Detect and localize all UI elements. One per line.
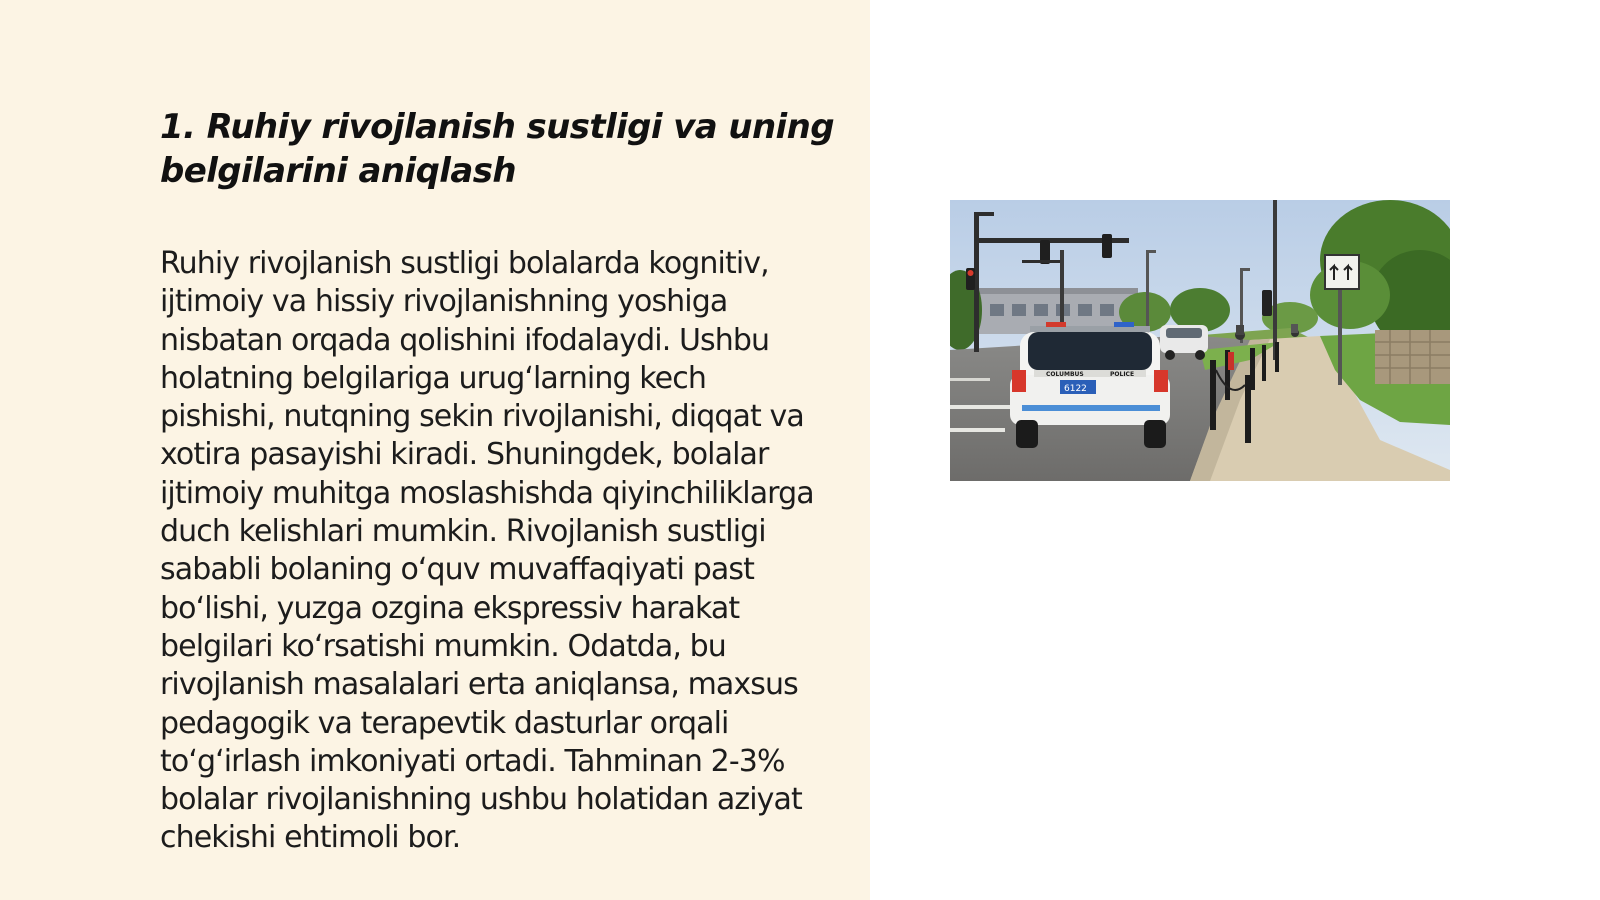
car-label-left: COLUMBUS <box>1046 371 1084 378</box>
slide-title: 1. Ruhiy rivojlanish sustligi va uning belgilarini aniqlash <box>160 107 834 191</box>
license-plate: 6122 <box>1064 384 1087 394</box>
car-label-right: POLICE <box>1110 371 1135 378</box>
slide-body-text: Ruhiy rivojlanish sustligi bolalarda kognitiv, ijtimoiy va hissiy rivojlanishning yoshiga nisbatan orqada qolishini ifodalaydi. Ushbu holatning belgilariga urug‘larning kech pishishi, nutqning sekin rivojlanishi, diqqat va xotira pasayishi kiradi. Shuningdek, bolalar ijtimoiy muhitga moslashishda qiyinchiliklarga duch kelishlari mumkin. Rivojlanish sustligi sababli bolaning o‘quv muvaffaqiyati past bo‘lishi, yuzga ozgina ekspressiv harakat belgilari ko‘rsatishi mumkin. Odatda, bu rivojlanish masalalari erta aniqlansa, maxsus pedagogik va terapevtik dasturlar orqali to‘g‘irlash imkoniyati ortadi. Tahminan 2-3% bolalar rivojlanishning ushbu holatidan aziyat chekishi ehtimoli bor. <box>160 246 814 856</box>
police-car-photo <box>950 200 1450 481</box>
